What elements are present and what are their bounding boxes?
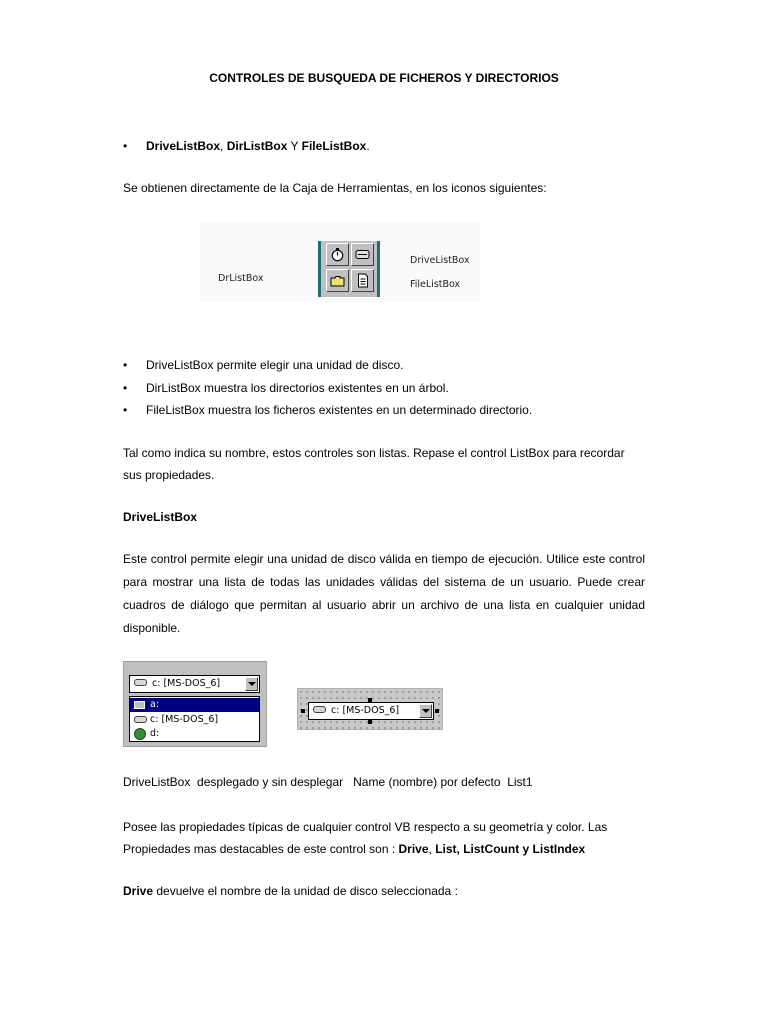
- resize-handle[interactable]: [435, 709, 439, 713]
- dropdown-arrow-button[interactable]: [419, 704, 432, 718]
- para-props-line1: Posee las propiedades típicas de cualquier control VB respecto a su geometría y color. Las: [123, 820, 608, 834]
- bold-dirlistbox: DirListBox: [226, 139, 288, 153]
- bold-drive: Drive: [398, 842, 429, 856]
- list-item: • FileListBox muestra los ficheros existentes en un determinado directorio.: [123, 403, 533, 417]
- hard-drive-icon: [134, 716, 147, 723]
- list-item[interactable]: a:: [130, 698, 259, 712]
- para-listas-line1: Tal como indica su nombre, estos controles son listas. Repase el control ListBox para recordar: [123, 446, 625, 460]
- figure-caption: DriveListBox desplegado y sin desplegar Name (nombre) por defecto List1: [123, 775, 533, 789]
- bullet-dot: •: [123, 403, 128, 417]
- bold-list-props: List, ListCount y ListIndex: [435, 842, 586, 856]
- list-item: • DriveListBox permite elegir una unidad de disco.: [123, 358, 404, 372]
- toolbox-sentence: Se obtienen directamente de la Caja de Herramientas, en los iconos siguientes:: [123, 181, 547, 195]
- folder-icon: [326, 269, 349, 292]
- dropdown-arrow-button[interactable]: [245, 677, 258, 691]
- para-drive: Este control permite elegir una unidad de disco válida en tiempo de ejecución. Utilice este control para mostrar una lista de todas las unidades válidas del sistema de un usuario. Puede crear cuadros de diálogo que permitan al usuario abrir un archivo de una lista en cualquier unidad disponible.: [123, 552, 645, 635]
- hard-drive-icon: [313, 706, 326, 713]
- page-title: CONTROLES DE BUSQUEDA DE FICHEROS Y DIRECTORIOS: [209, 71, 559, 85]
- drive-combo-icon: [351, 243, 374, 266]
- para-props-line2: Propiedades mas destacables de este control son : Drive, List, ListCount y ListIndex: [123, 842, 586, 856]
- cdrom-drive-icon: [134, 728, 146, 740]
- drive-combo[interactable]: c: [MS-DOS_6]: [308, 702, 434, 720]
- bullet-dot: •: [123, 358, 128, 372]
- bullet-dot: •: [123, 381, 128, 395]
- bold-filelistbox: FileListBox: [301, 139, 367, 153]
- intro-bullet: • DriveListBox, DirListBox Y FileListBox.: [123, 139, 370, 153]
- resize-handle[interactable]: [368, 720, 372, 724]
- stopwatch-icon: [326, 243, 349, 266]
- drive-sentence: Drive devuelve el nombre de la unidad de disco seleccionada :: [123, 884, 458, 898]
- resize-handle[interactable]: [301, 709, 305, 713]
- label-dirlistbox: DrListBox: [218, 273, 264, 284]
- drive-combo[interactable]: c: [MS-DOS_6]: [129, 675, 260, 693]
- list-item[interactable]: c: [MS-DOS_6]: [130, 713, 259, 727]
- floppy-drive-icon: [134, 701, 145, 709]
- heading-drivelistbox: DriveListBox: [123, 510, 198, 524]
- para-listas-line2: sus propiedades.: [123, 468, 215, 482]
- bullet-dot: •: [123, 139, 128, 153]
- toolbox-icons: [318, 241, 380, 297]
- drivelistbox-closed: [297, 688, 443, 730]
- list-item[interactable]: d:: [130, 727, 259, 741]
- hard-drive-icon: [134, 679, 147, 686]
- bold-drivelistbox: DriveListBox: [146, 139, 221, 153]
- label-filelistbox: FileListBox: [410, 279, 461, 290]
- list-item: • DirListBox muestra los directorios existentes en un árbol.: [123, 381, 449, 395]
- drivelistbox-dropped: [123, 661, 267, 747]
- label-drivelistbox: DriveListBox: [410, 255, 470, 266]
- drive-list: [129, 696, 260, 742]
- file-icon: [351, 269, 374, 292]
- bold-drive: Drive: [123, 884, 154, 898]
